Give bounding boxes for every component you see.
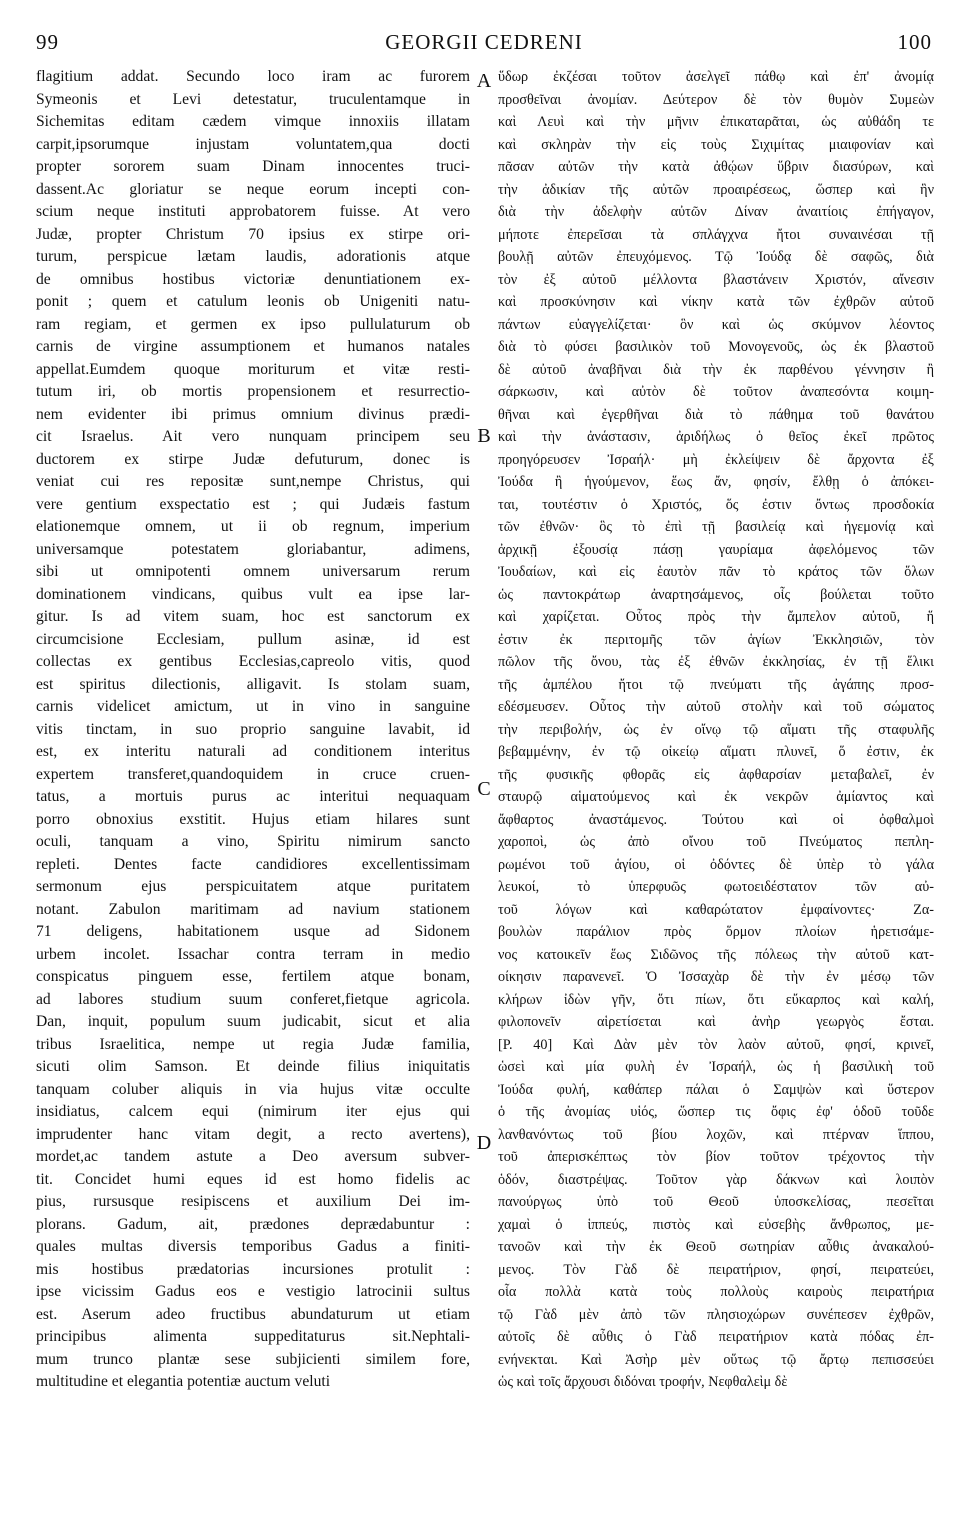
greek-text-line: ὁδόν, διαστρέψας. Τοῦτον γὰρ δάκνων καὶ λοιπὸν <box>498 1171 934 1188</box>
margin-letter-c: C <box>477 778 491 800</box>
latin-text-line: ad labores studium suum conferet,fietque agricola. <box>36 990 470 1008</box>
latin-text-line: notant. Zabulon maritimam ad navium stationem <box>36 900 470 918</box>
greek-text-line: σταυρῷ αἱματούμενος καὶ ἐκ νεκρῶν ἀμίαντος καὶ <box>498 789 934 805</box>
latin-text-line: est. Aserum adeo fructibus abundaturum ut etiam <box>36 1305 470 1323</box>
greek-text-line: αὐτοῖς δὲ αὖθις ὁ Γὰδ πειρατήριον κατὰ πόδας ἐπ- <box>498 1329 934 1345</box>
greek-text-line: καὶ σκληρὰν τὴν εἰς τοὺς Σιχιμίτας μιαιφονίαν καὶ <box>498 136 934 153</box>
greek-text-line: Ἰούδα ἢ ἡγούμενον, ἕως ἄν, φησίν, ἔλθῃ ὁ ἀπόκει- <box>498 474 934 490</box>
page-header <box>36 30 932 64</box>
latin-text-line: Symeonis et Levi detestatur, truculentamque in <box>36 90 470 108</box>
latin-text-line: oculi, tanquam a vino, Spiritu nimirum sancto <box>36 833 470 850</box>
greek-text-line: τὴν ἀδικίαν τῆς αὐτῶν προαιρέσεως, ὥσπερ καὶ ἣν <box>498 181 934 198</box>
greek-text-line: πάντων εὐαγγελίζεται· ὃν καὶ ὡς σκύμνον λέοντος <box>498 316 934 333</box>
greek-text-line: διὰ τὴν ἀδελφὴν αὐτῶν Δίναν ἀναιτίοις ἐπήγαγον, <box>498 204 934 220</box>
greek-text-line: προσθεῖναι ἀνομίαν. Δεύτερον δὲ τὸν θυμὸν Συμεὼν <box>498 91 934 108</box>
latin-text-line: expertem transferet,quandoquidem in cruce cruen- <box>36 765 470 783</box>
latin-text-line: pius, rursusque resipiscens et auxilium Dei im- <box>36 1193 470 1210</box>
latin-text-line: tutum iri, ob mortis propensionem et resurrectio- <box>36 383 470 400</box>
margin-letter-b: B <box>477 425 491 447</box>
greek-text-line: ἀρχικῇ ἐξουσίᾳ πάσῃ γαυρίαμα ἀφελόμενος τῶν <box>498 541 934 558</box>
greek-text-line: καὶ προσκύνησιν καὶ νίκην κατὰ τῶν ἐχθρῶν αὐτοῦ <box>498 294 934 310</box>
greek-text-line: τὸν ἐξ αὐτοῦ μέλλοντα βλαστάνειν Χριστόν, αἴνεσιν <box>498 271 934 288</box>
greek-text-line: προηγόρευσεν Ἰσραήλ· μὴ ἐκλείψειν δὲ ἄρχοντα ἐξ <box>498 451 934 468</box>
greek-text-line: βουλῇ αὐτῶν ἐπευχόμενος. Τῷ Ἰούδᾳ δὲ σαφῶς, διὰ <box>498 249 934 265</box>
running-title: GEORGII CEDRENI <box>385 30 583 54</box>
latin-text-line: tanquam coluber aliquis in via hujus vitæ occulte <box>36 1080 470 1098</box>
latin-text-line: principibus alimenta suppeditaturus sit.Nephtali- <box>36 1328 470 1345</box>
greek-text-line: λανθανόντως τοῦ βίου λοχῶν, καὶ πτέρναν ἵππου, <box>498 1126 934 1143</box>
greek-text-line: πῶλον τῆς ὄνου, τὰς ἐξ ἐθνῶν ἐκκλησίας, ἐν τῇ ἕλικι <box>498 654 934 670</box>
greek-column <box>498 66 934 1516</box>
greek-text-line: καὶ χαρίζεται. Οὗτος πρὸς τὴν ἄμπελον αὐτοῦ, ἥ <box>498 609 934 625</box>
latin-text-line: dominationem vindicans, quibus vult ea ipse lar- <box>36 585 470 603</box>
greek-text-line: χαροποὶ, ὡς ἀπὸ οἴνου τοῦ Πνεύματος πεπλη- <box>498 834 934 850</box>
greek-text-line: τῷ Γὰδ μὲν ἀπὸ τῶν πλησιοχώρων συνέπεσεν ἐχθρῶν, <box>498 1306 934 1323</box>
latin-text-line: sicuti olim Samson. Et deinde filius iniquitatis <box>36 1058 470 1075</box>
latin-text-line: ram regiam, et germen ex ipso pullulaturum ob <box>36 315 470 333</box>
greek-text-line: διὰ τὸ φύσει βασιλικὸν τοῦ Μονογενοῦς, ὡς ἐκ βλαστοῦ <box>498 339 934 355</box>
latin-text-line: Dan, inquit, populum suum judicabit, sicut et alia <box>36 1013 470 1030</box>
latin-text-line: gitur. Is ad vitem suam, hoc est sanctorum ex <box>36 608 470 625</box>
latin-text-line: propter sororem suam Dinam innocentes truci- <box>36 158 470 175</box>
latin-text-line: carnis videlicet amictum, ut in vino in sanguine <box>36 698 470 715</box>
greek-text-line: λευκοί, τὸ ὑπερφυῶς φωτοειδέστατον τῶν αὐ- <box>498 879 934 895</box>
margin-letter-d: D <box>476 1132 492 1154</box>
latin-text-line: collectas ex gentibus Ecclesias,capreolo vitis, quod <box>36 653 470 670</box>
latin-text-line: ductorem ex stirpe Judæ defuturum, donec is <box>36 450 470 468</box>
latin-text-line: imprudenter hanc vitam degit, a recto avertens), <box>36 1125 470 1143</box>
greek-text-line: τανοῶν καὶ τὴν ἐκ Θεοῦ σωτηρίαν αὖθις ἀνακαλού- <box>498 1239 934 1255</box>
latin-text-line: tatus, a mortuis purus ac interitui nequaquam <box>36 788 470 805</box>
latin-text-line: mis hostibus prædatorias incursiones protulit : <box>36 1260 470 1278</box>
margin-letter-a: A <box>476 70 492 92</box>
latin-text-line: mum trunco plantæ sese subjicienti similem fore, <box>36 1350 470 1368</box>
latin-text-line: scium neque instituti approbatorem fuisse. At vero <box>36 203 470 220</box>
latin-text-line: est, ex interitu naturali ad conditionem interitus <box>36 743 470 760</box>
greek-text-line: ἄφθαρτος ἀναστάμενος. Τούτου καὶ οἱ ὀφθαλμοὶ <box>498 811 934 828</box>
greek-text-line: καὶ τὴν ἀνάστασιν, ἀριδήλως ὁ θεῖος ἐκεῖ πρῶτος <box>498 429 934 445</box>
latin-text-line: plorans. Gadum, ait, prædones deprædabuntur : <box>36 1215 470 1233</box>
greek-text-line: ρωμένοι τοῦ ἁγίου, οἱ ὀδόντες δὲ ὑπὲρ τὸ γάλα <box>498 856 934 873</box>
latin-text-line: vere gentium exspectatio est ; qui Judæis fastum <box>36 495 470 513</box>
latin-text-line: ponit ; quem et catulum leonis ob Unigeniti natu- <box>36 293 470 310</box>
greek-text-line: τῆς ἀμπέλου ἤτοι τῷ πνεύματι τῆς ἀγάπης προσ- <box>498 676 934 693</box>
greek-text-line: βεβαμμένην, ἐν τῷ οἰκείῳ αἵματι πλυνεῖ, ὅ ἐστιν, ἐκ <box>498 744 934 760</box>
latin-text-line: carnis de virgine assumptionem et humanos natales <box>36 338 470 355</box>
greek-text-line: τοῦ ἀπερισκέπτως τὸν βίον τοῦτον τρέχοντος τὴν <box>498 1149 934 1165</box>
greek-text-line: ται, τουτέστιν ὁ Χριστός, ὅς ἐστιν ὄντως προσδοκία <box>498 496 934 513</box>
latin-text-line: tit. Concidet humi eques id est homo fidelis ac <box>36 1170 470 1188</box>
latin-text-line: Judæ, propter Christum 70 ipsius ex stirpe ori- <box>36 225 470 243</box>
greek-text-line: καὶ Λευὶ καὶ τὴν μῆνιν ἐπικαταρᾶται, ὡς αὐθάδη τε <box>498 114 934 130</box>
greek-text-line: μενος. Τὸν Γὰδ δὲ πειρατήριον, φησί, πειρατεύει, <box>498 1261 934 1278</box>
greek-text-line: δὲ αὐτοῦ ἀναβῆναι διὰ τὴν ἐκ παρθένου γέννησιν ἢ <box>498 361 934 378</box>
latin-text-line: quales multas diversis temporibus Gadus a finiti- <box>36 1238 470 1255</box>
latin-text-line: flagitium addat. Secundo loco iram ac furorem <box>36 68 470 85</box>
latin-text-line: tribus Israelitica, nempe ut regia Judæ familia, <box>36 1035 470 1053</box>
greek-text-line: βουλὼν παράλιον πρὸς ὅρμον πλοίων ἡρετισάμε- <box>498 924 934 940</box>
greek-text-line: Ἰουδαίων, καὶ εἰς ἑαυτὸν πᾶν τὸ κράτος τῶν ὅλων <box>498 564 934 580</box>
greek-text-line: τῶν ἐθνῶν· ὃς τὸ ἐπὶ τῇ βασιλείᾳ καὶ ἡγεμονίᾳ καὶ <box>498 519 934 535</box>
greek-text-line: φιλοπονεῖν αἱρετίσεται καὶ ἀνὴρ γεωργὸς ἔσται. <box>498 1014 934 1030</box>
greek-text-line: πανούργως ὑπὸ τοῦ Θεοῦ ὑποσκελίσας, πεσεῖται <box>498 1194 934 1210</box>
greek-text-line: οίκησιν παρανενεῖ. Ὁ Ἰσσαχὰρ δὲ τὴν ἐν μέσῳ τῶν <box>498 969 934 985</box>
greek-text-line: [P. 40] Καὶ Δὰν μὲν τὸν λαὸν αὐτοῦ, φησί, κρινεῖ, <box>498 1036 934 1053</box>
latin-text-line: sermonum ejus perspicuitatem atque puritatem <box>36 878 470 895</box>
latin-text-line: Sichemitas editam cædem vimque innoxiis illatam <box>36 113 470 130</box>
greek-text-line: νος κατοικεῖν ἕως Σιδῶνος τῆς πόλεως τὴν αὐτοῦ κατ- <box>498 946 934 963</box>
greek-text-line: ἐστιν ἐκ περιτομῆς τῶν ἁγίων Ἐκκλησιῶν, τὸν <box>498 631 934 648</box>
latin-text-line: appellat.Eumdem quoque moriturum et vitæ resti- <box>36 360 470 378</box>
latin-text-line: mordet,ac tandem astute a Deo aversum subver- <box>36 1148 470 1165</box>
greek-text-line: ὕδωρ ἐκζέσαι τοῦτον ἀσελγεῖ πάθῳ καὶ ἐπ' ἀνομίᾳ <box>498 69 934 85</box>
greek-text-line: χαμαὶ ὁ ἱππεύς, πιστὸς καὶ εὐσεβὴς ἄνθρωπος, με- <box>498 1216 934 1233</box>
latin-column <box>36 66 470 1516</box>
latin-text-line: carpit,ipsorumque injustam voluntatem,qua docti <box>36 135 470 153</box>
greek-text-line: τὴν περιβολήν, ὡς ἐν οἴνῳ τῷ αἵματι τῆς σταφυλῆς <box>498 721 934 738</box>
latin-text-line: vitis tinctam, in suo proprio sanguine lavabit, id <box>36 720 470 738</box>
greek-text-line: ενήνεκται. Καὶ Ἀσὴρ μὲν οὕτως τῷ ἄρτῳ πεπισσεύει <box>498 1351 934 1368</box>
latin-text-line: nem evidenter ibi primus omnium divinus prædi- <box>36 405 470 423</box>
page-number-right: 100 <box>897 30 932 54</box>
greek-text-line: πᾶσαν αὐτῶν τὴν κατὰ ἀθῴων ὕβριν διασύρων, καὶ <box>498 159 934 175</box>
page-number-left: 99 <box>36 30 59 54</box>
latin-text-line: multitudine et elegantia potentiæ auctum veluti <box>36 1373 331 1390</box>
latin-text-line: 71 deligens, habitationem usque ad Sidonem <box>36 923 470 940</box>
latin-text-line: veniat cui res repositæ sunt,nempe Christus, qui <box>36 473 470 490</box>
latin-text-line: circumcisione Ecclesiam, pullum asinæ, id est <box>36 630 470 648</box>
latin-text-line: est spiritus dilectionis, alligavit. Is stolam suam, <box>36 675 470 693</box>
latin-text-line: elationemque omnem, ut ii ob regnum, imperium <box>36 518 470 535</box>
greek-text-line: Ἰούδα φυλή, καθάπερ πάλαι ὁ Σαμψὼν καὶ ὕστερον <box>498 1081 934 1098</box>
greek-text-line: ὡς παντοκράτωρ ἀναρτησάμενος, οἷς βούλεται τοῦτο <box>498 586 934 603</box>
greek-text-line: τῆς φυσικῆς φθορᾶς εἰς ἀφθαρσίαν μεταβαλεῖ, ἐν <box>498 766 934 783</box>
latin-text-line: dassent.Ac gloriatur se neque eorum incepti con- <box>36 180 470 198</box>
greek-text-line: σάρκωσιν, καὶ αὐτὸν δὲ τοῦτον ἀναπεσόντα κοιμη- <box>498 384 934 400</box>
latin-text-line: cit Israelus. Ait vero nunquam principem seu <box>36 428 470 445</box>
greek-text-line: τοῦ λόγων καὶ καθαρώτατον ἐμφαίνοντες· Ζα- <box>498 901 934 918</box>
latin-text-line: de omnibus hostibus victoriæ denuntiationem ex- <box>36 270 470 288</box>
latin-text-line: universamque potestatem gloriabantur, adimens, <box>36 540 470 558</box>
greek-text-line: θῆναι καὶ ἐγερθῆναι διὰ τὸ πάθημα τοῦ θανάτου <box>498 406 934 423</box>
greek-text-line: εδέσμευσεν. Οὗτος τὴν αὐτοῦ στολὴν καὶ τοῦ σώματος <box>498 699 934 715</box>
greek-text-line: μήποτε ἐπερεῖσαι τὰ σπλάγχνα ἤτοι συναινέσαι τῇ <box>498 226 934 243</box>
greek-text-line: ὡς καὶ τοῖς ἄρχουσι διδόναι τροφήν, Νεφθαλεὶμ δὲ <box>498 1374 788 1390</box>
latin-text-line: insidiatus, calcem equi (nimirum iter ejus qui <box>36 1103 470 1120</box>
greek-text-line: ὁ τῆς ἀνομίας υἱός, ὥσπερ τις ὄφις ἐφ' ὁδοῦ τοῦδε <box>498 1104 934 1120</box>
greek-text-line: ὡσεὶ καὶ μία φυλὴ ἐν Ἰσραήλ, ὡς ἡ βασιλικὴ τοῦ <box>498 1059 934 1075</box>
greek-text-line: κλήρων ἰδὼν γῆν, ὅτι πίων, ὅτι εὔκαρπος καὶ καλή, <box>498 991 934 1008</box>
latin-text-line: ipse vicissim Gadus eos e vestigio latrocinii sultus <box>36 1283 470 1300</box>
latin-text-line: turum, perspicue lætam laudis, adorationis atque <box>36 248 470 265</box>
latin-text-line: conspicatus pinguem esse, fertilem atque bonam, <box>36 968 470 985</box>
latin-text-line: urbem incolet. Issachar contra terram in medio <box>36 945 470 963</box>
latin-text-line: repleti. Dentes facte candidiores excellentissimam <box>36 855 470 873</box>
latin-text-line: porro obnoxius exstitit. Hujus etiam hilares sunt <box>36 810 470 828</box>
latin-text-line: sibi ut omnipotenti omnem universarum rerum <box>36 563 470 580</box>
greek-text-line: οἷα πολλὰ κατὰ τοὺς πολλοὺς καιροὺς πειρατήρια <box>498 1284 934 1300</box>
